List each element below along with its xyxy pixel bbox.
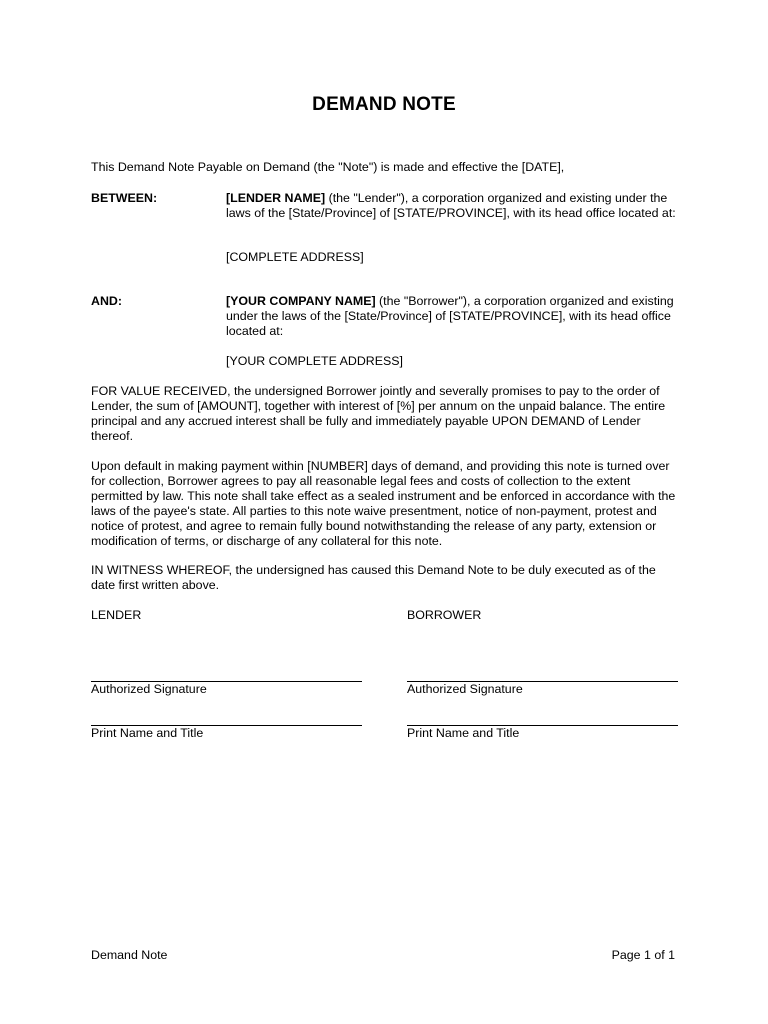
borrower-description: (the "Borrower"), a corporation organized and existing under the laws of the [State/Province] of [STATE/PROVINCE], with its head office located at:: [226, 294, 674, 338]
value-received-paragraph: FOR VALUE RECEIVED, the undersigned Borrower jointly and severally promises to pay to the order of Lender, the sum of [AMOUNT], together with interest of [%] per annum on the unpaid balance. The entire principal and any accrued interest shall be fully and immediately payable UPON DEMAND of Lender thereof.: [91, 384, 666, 443]
borrower-signature-caption: Authorized Signature: [407, 682, 523, 696]
footer-document-name: Demand Note: [91, 948, 168, 962]
borrower-heading: BORROWER: [407, 608, 482, 622]
lender-description: (the "Lender"), a corporation organized and existing under the laws of the [State/Province] of [STATE/PROVINCE], with its head office located at:: [226, 191, 676, 220]
lender-heading: LENDER: [91, 608, 142, 622]
default-paragraph: Upon default in making payment within [NUMBER] days of demand, and providing this note is turned over for collection, Borrower agrees to pay all reasonable legal fees and costs of collection to the extent permitted by law. This note shall take effect as a sealed instrument and be enforced in accordance with the laws of the payee's state. All parties to this note waive presentment, notice of non-payment, protest and notice of protest, and agree to remain fully bound notwithstanding the release of any party, extension or modification of terms, or discharge of any collateral for this note.: [91, 459, 676, 548]
document-title: DEMAND NOTE: [312, 94, 456, 115]
lender-name-caption: Print Name and Title: [91, 726, 204, 740]
lender-address: [COMPLETE ADDRESS]: [226, 250, 364, 264]
lender-party-text: [226, 191, 678, 221]
and-label: AND:: [91, 294, 122, 308]
borrower-address: [YOUR COMPLETE ADDRESS]: [226, 354, 403, 368]
footer-page-number: Page 1 of 1: [611, 948, 675, 962]
borrower-name: [YOUR COMPANY NAME]: [226, 294, 376, 308]
lender-signature-caption: Authorized Signature: [91, 682, 207, 696]
intro-paragraph: This Demand Note Payable on Demand (the "Note") is made and effective the [DATE],: [91, 160, 565, 174]
borrower-name-caption: Print Name and Title: [407, 726, 520, 740]
between-label: BETWEEN:: [91, 191, 158, 205]
borrower-party-text: [226, 294, 678, 339]
witness-paragraph: IN WITNESS WHEREOF, the undersigned has caused this Demand Note to be duly executed as of the date first written above.: [91, 563, 656, 592]
lender-name: [LENDER NAME]: [226, 191, 326, 205]
